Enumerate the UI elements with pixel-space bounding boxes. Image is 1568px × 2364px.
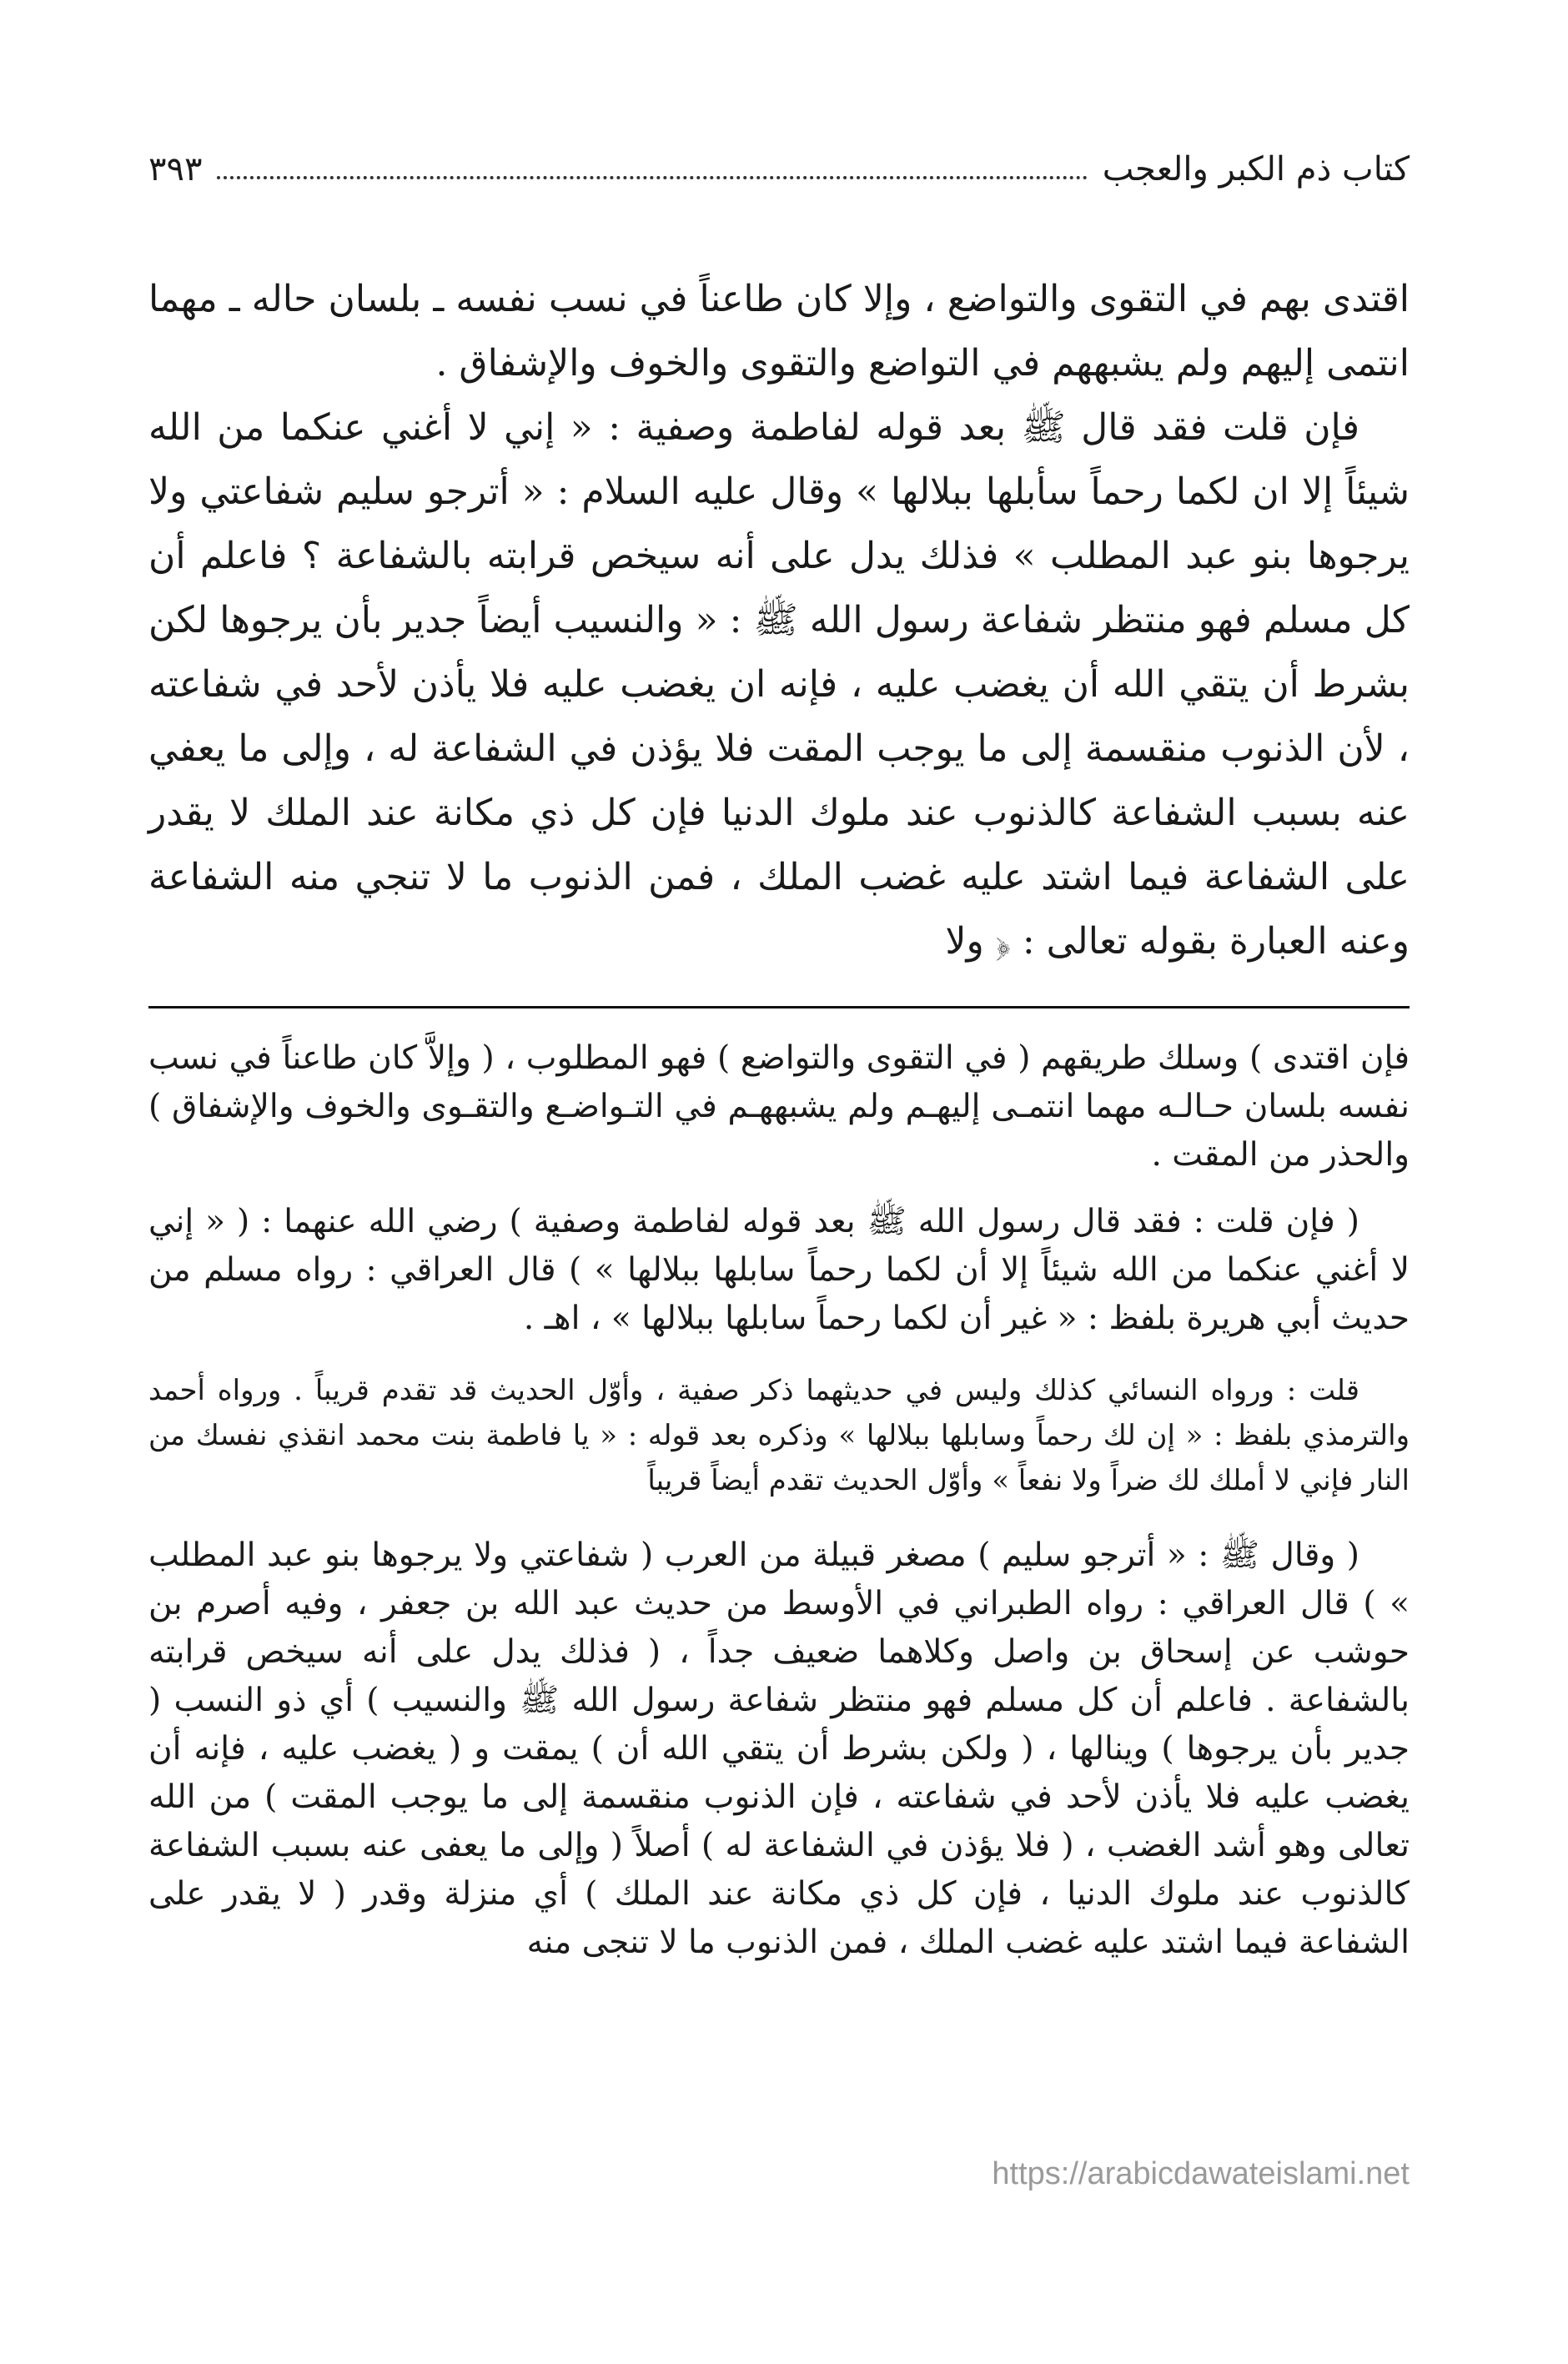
commentary-paragraph: ( فإن قلت : فقد قال رسول الله ﷺ بعد قوله لفاطمة وصفية ) رضي الله عنهما : ( « إني لا أغني عنكما من الله شيئاً إلا أن لكما رحماً سابلها ببلالها » ) قال العراقي : رواه مسلم من حديث أبي هريرة بلفظ : « غير أن لكما رحماً سابلها ببلالها » ، اهـ . [148,1203,1410,1337]
section-divider [148,1006,1410,1008]
main-paragraph: فإن قلت فقد قال ﷺ بعد قوله لفاطمة وصفية : « إني لا أغني عنكما من الله شيئاً إلا ان لكما رحماً سأبلها ببلالها » وقال عليه السلام : « أترجو سليم شفاعتي ولا يرجوها بنو عبد المطلب » فذلك يدل على أنه سيخص قرابته بالشفاعة ؟ فاعلم أن كل مسلم فهو منتظر شفاعة رسول الله ﷺ : « والنسيب أيضاً جدير بأن يرجوها لكن بشرط أن يتقي الله أن يغضب عليه ، فإنه ان يغضب عليه فلا يأذن لأحد في شفاعته ، لأن الذنوب منقسمة إلى ما يوجب المقت فلا يؤذن في الشفاعة له ، وإلى ما يعفي عنه بسبب الشفاعة كالذنوب عند ملوك الدنيا فإن كل ذي مكانة عند الملك لا يقدر على الشفاعة فيما اشتد عليه غضب الملك ، فمن الذنوب ما لا تنجي منه الشفاعة وعنه العبارة بقوله تعالى : ﴿ ولا [148,406,1410,963]
commentary-note: قلت : ورواه النسائي كذلك وليس في حديثهما ذكر صفية ، وأوّل الحديث قد تقدم قريباً . ورواه أحمد والترمذي بلفظ : « إن لك رحماً وسابلها ببلالها » وذكره بعد قوله : « يا فاطمة بنت محمد انقذي نفسك من النار فإني لا أملك لك ضراً ولا نفعاً » وأوّل الحديث تقدم أيضاً قريباً [148,1374,1410,1497]
commentary-paragraph: ( وقال ﷺ : « أترجو سليم ) مصغر قبيلة من العرب ( شفاعتي ولا يرجوها بنو عبد المطلب » ) قال العراقي : رواه الطبراني في الأوسط من حديث عبد الله بن جعفر ، وفيه أصرم بن حوشب عن إسحاق بن واصل وكلاهما ضعيف جداً ، ( فذلك يدل على أنه سيخص قرابته بالشفاعة . فاعلم أن كل مسلم فهو منتظر شفاعة رسول الله ﷺ والنسيب ) أي ذو النسب ( جدير بأن يرجوها ) وينالها ، ( ولكن بشرط أن يتقي الله أن ) يمقت و ( يغضب عليه ، فإنه أن يغضب عليه فلا يأذن لأحد في شفاعته ، فإن الذنوب منقسمة إلى ما يوجب المقت ) من الله تعالى وهو أشد الغضب ، ( فلا يؤذن في الشفاعة له ) أصلاً ( وإلى ما يعفى عنه بسبب الشفاعة كالذنوب عند ملوك الدنيا ، فإن كل ذي مكانة عند الملك ) أي منزلة وقدر ( لا يقدر على الشفاعة فيما اشتد عليه غضب الملك ، فمن الذنوب ما لا تنجى منه [148,1537,1410,1961]
commentary-paragraph: فإن اقتدى ) وسلك طريقهم ( في التقوى والتواضع ) فهو المطلوب ، ( وإلاَّ كان طاعناً في نسب نفسه بلسان حـالـه مهما انتمـى إليهـم ولم يشبههـم في التـواضـع والتقـوى والخوف والإشفاق ) والحذر من المقت . [148,1039,1410,1174]
commentary-block [148,1034,1410,1985]
dotted-leader [217,176,1087,179]
main-paragraph: اقتدى بهم في التقوى والتواضع ، وإلا كان طاعناً في نسب نفسه ـ بلسان حاله ـ مهما انتمى إليهم ولم يشبههم في التواضع والتقوى والخوف والإشفاق . [148,278,1410,385]
main-text-block [148,267,1410,973]
running-header [148,140,1410,199]
watermark-url: https://arabicdawateislami.net [992,2156,1410,2191]
page-number: ٣٩٣ [148,150,203,189]
chapter-title: كتاب ذم الكبر والعجب [1102,150,1410,189]
